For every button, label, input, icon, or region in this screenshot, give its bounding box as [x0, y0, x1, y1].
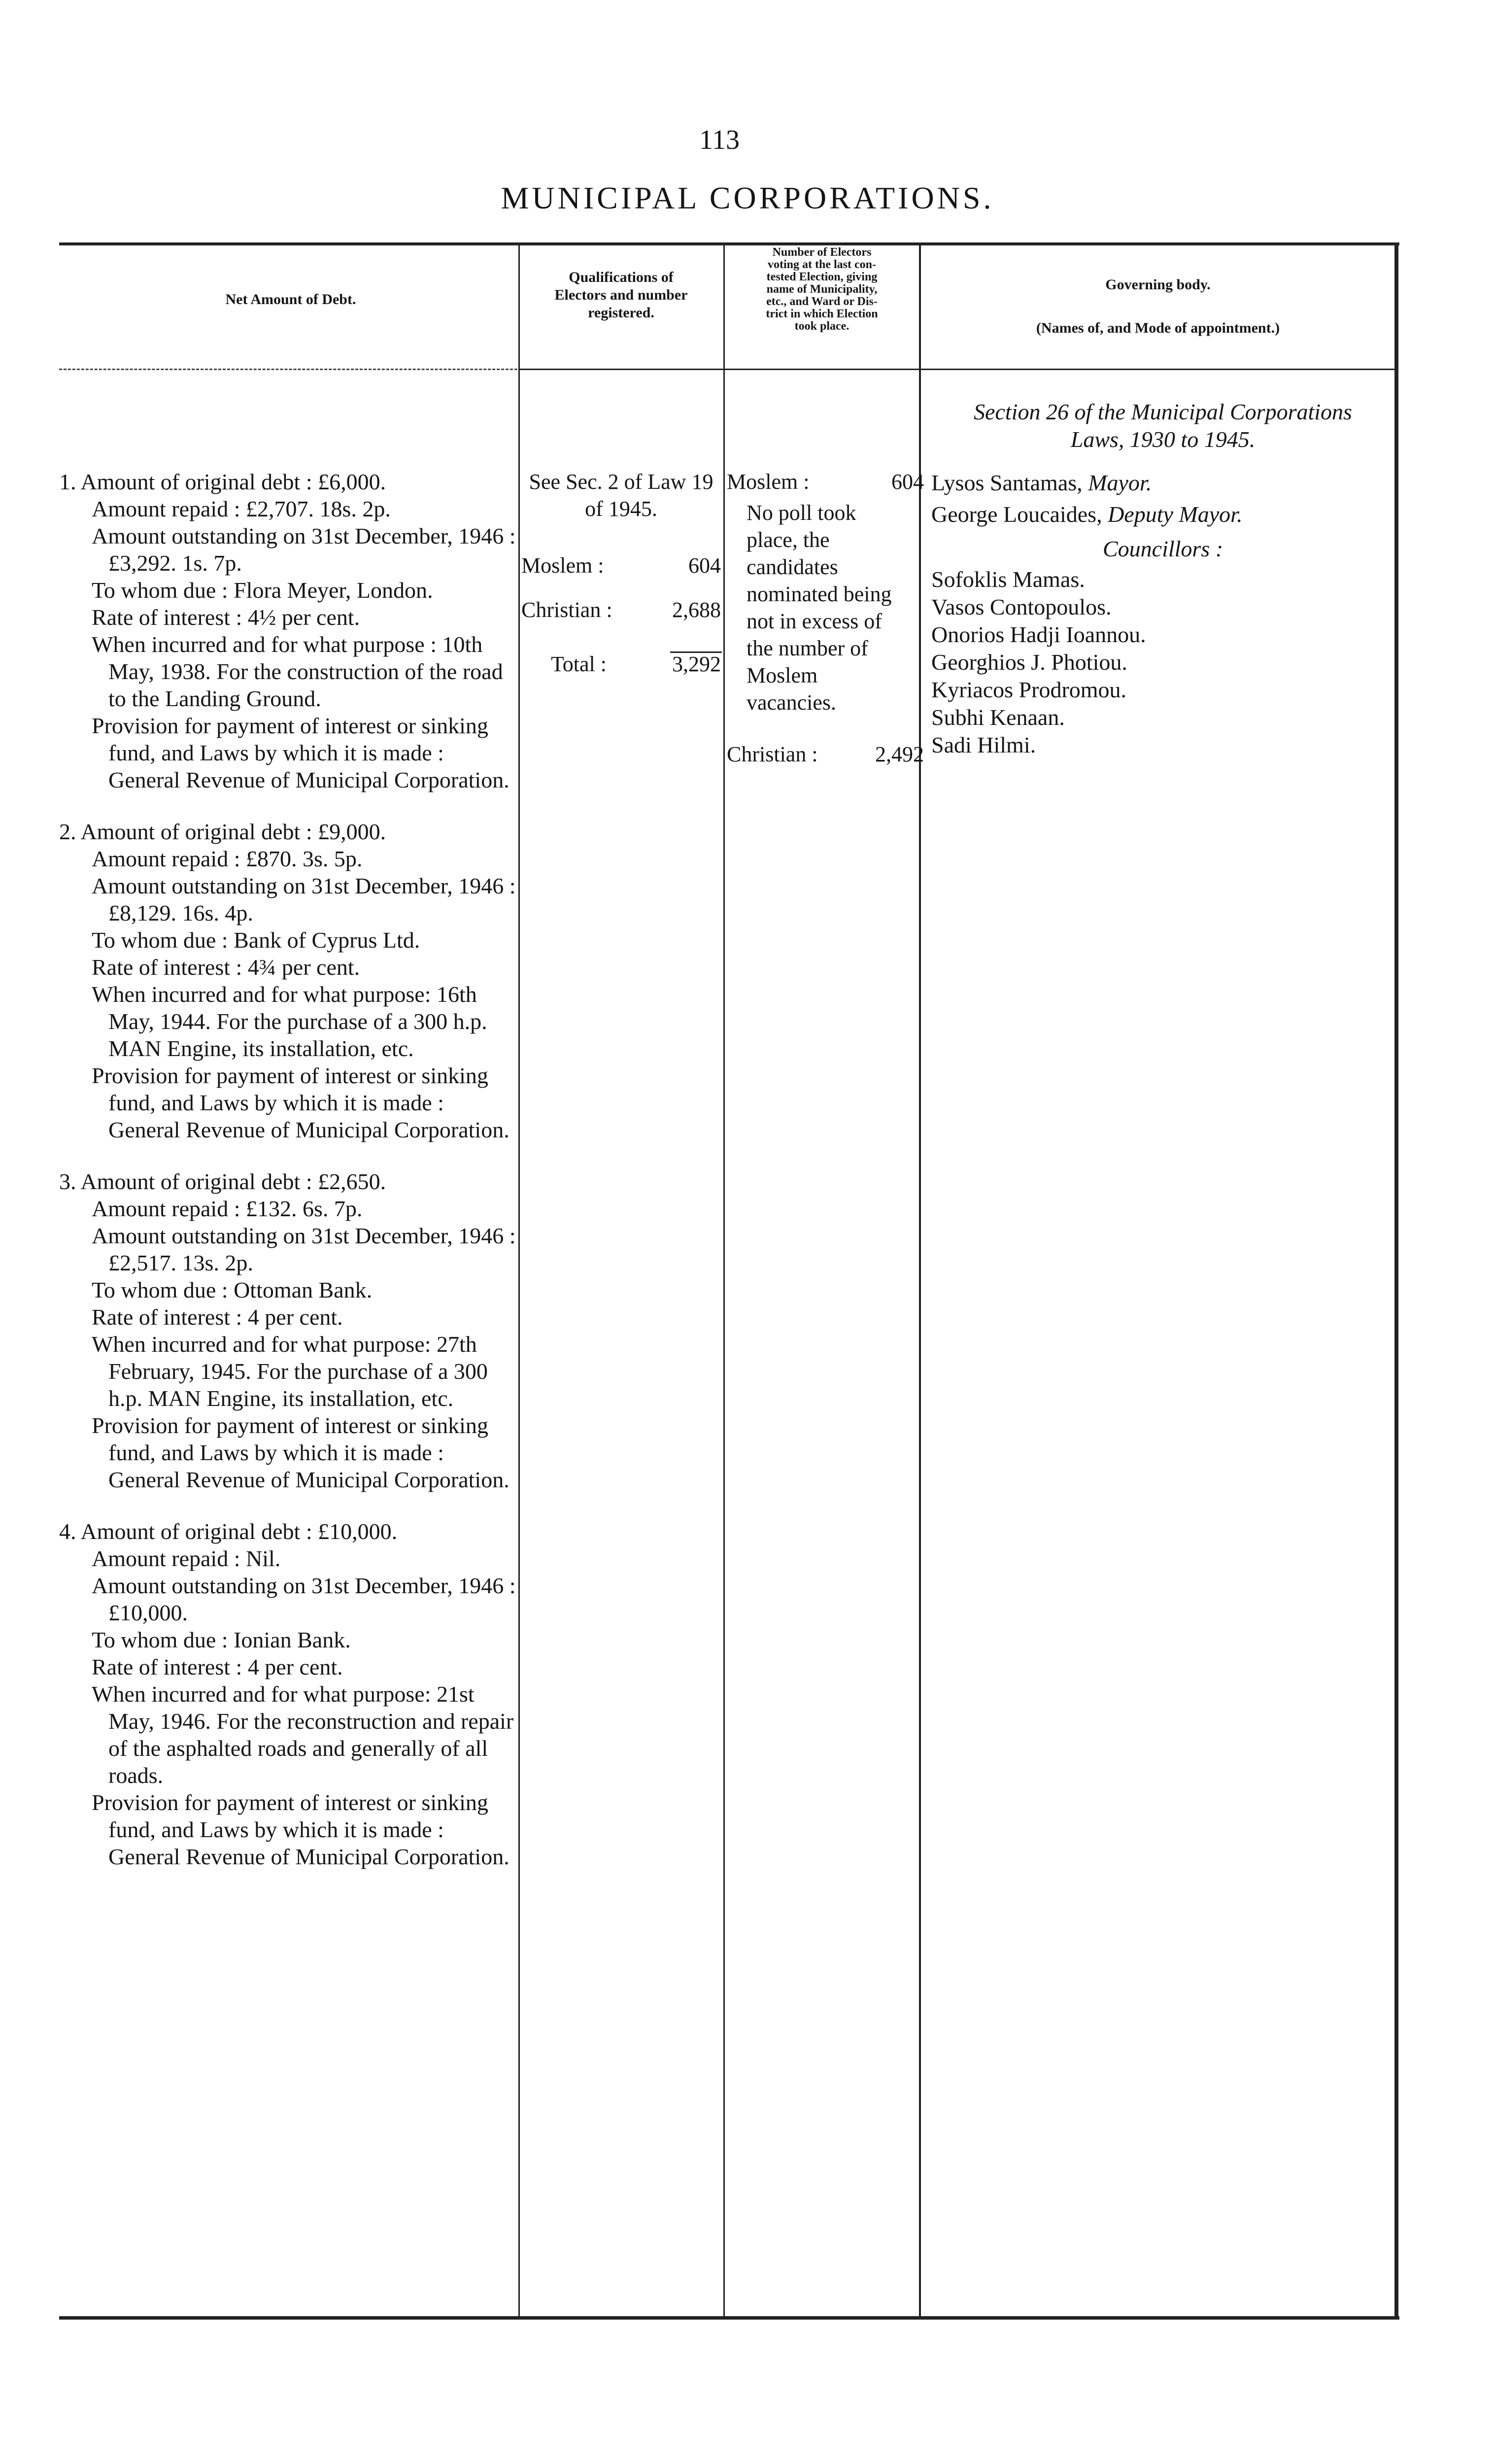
loan-original: 1. Amount of original debt : £6,000.	[59, 469, 386, 494]
loan-repaid: Amount repaid : Nil.	[92, 1546, 281, 1571]
table-top-rule	[59, 242, 1399, 245]
header-rule	[518, 369, 1397, 370]
electors-note: No poll took place, the candidates nominated being not in excess of the number of Moslem vacancies.	[747, 501, 892, 715]
column-rule-debt	[518, 244, 520, 2319]
electors-christian-row	[727, 741, 924, 768]
header-electors-line: name of Municipality,	[766, 283, 878, 296]
loan-rate: Rate of interest : 4 per cent.	[92, 1654, 343, 1679]
governing-section-line-2: Laws, 1930 to 1945.	[1070, 427, 1256, 452]
qualifications-moslem-row	[521, 552, 721, 579]
qualifications-law: See Sec. 2 of Law 19 of 1945.	[529, 470, 714, 521]
loan-provision: Provision for payment of interest or sinking fund, and Laws by which it is made : General Revenue of Municipal Corporation.	[92, 713, 510, 792]
loan-whom: To whom due : Ottoman Bank.	[92, 1277, 373, 1302]
electors-christian-label: Christian :	[727, 742, 818, 766]
loan-entry-4	[59, 1518, 517, 1870]
table-right-rule	[1394, 244, 1398, 2319]
qualifications-christian-row	[521, 596, 721, 623]
councillor-name: Sadi Hilmi.	[931, 732, 1036, 757]
loan-entry-3	[59, 1168, 517, 1493]
loan-original: 4. Amount of original debt : £10,000.	[59, 1519, 398, 1544]
loan-repaid: Amount repaid : £132. 6s. 7p.	[92, 1196, 363, 1221]
header-qualifications	[521, 269, 721, 322]
mayor-name: Lysos Santamas,	[931, 470, 1083, 495]
councillor-name: Vasos Contopoulos.	[931, 594, 1112, 619]
councillor-name: Kyriacos Prodromou.	[931, 677, 1127, 702]
loan-provision: Provision for payment of interest or sinking fund, and Laws by which it is made : General Revenue of Municipal Corporation.	[92, 1063, 510, 1142]
header-qualifications-line: Electors and number	[554, 287, 688, 303]
header-qualifications-line: Qualifications of	[569, 269, 674, 285]
loan-whom: To whom due : Bank of Cyprus Ltd.	[92, 927, 420, 953]
deputy-role: Deputy Mayor.	[1108, 502, 1243, 527]
governing-mayor	[931, 469, 1394, 497]
loan-original: 3. Amount of original debt : £2,650.	[59, 1169, 386, 1194]
header-electors-line: tested Election, giving	[766, 271, 878, 283]
councillors-label: Councillors :	[1102, 536, 1223, 561]
page-title: MUNICIPAL CORPORATIONS.	[501, 180, 994, 215]
header-debt: Net Amount of Debt.	[225, 291, 356, 308]
header-electors	[725, 246, 918, 333]
header-electors-line: voting at the last con-	[768, 258, 876, 271]
loan-entry-1	[59, 468, 517, 793]
councillor-name: Sofoklis Mamas.	[931, 567, 1085, 592]
loan-when: When incurred and for what purpose: 27th February, 1945. For the purchase of a 300 h.p. MAN Engine, its installation, etc.	[92, 1332, 488, 1411]
loan-rate: Rate of interest : 4¾ per cent.	[92, 955, 360, 980]
electors-moslem-label: Moslem :	[727, 470, 810, 494]
table-bottom-rule	[59, 2316, 1399, 2320]
qualifications-total-value: 3,292	[672, 652, 721, 676]
header-rule-dashed	[59, 369, 517, 370]
loan-when: When incurred and for what purpose: 16th May, 1944. For the purchase of a 300 h.p. MAN Engine, its installation, etc.	[92, 982, 487, 1061]
qualifications-christian-label: Christian :	[521, 598, 612, 622]
loan-repaid: Amount repaid : £870. 3s. 5p.	[92, 846, 363, 871]
loan-rate: Rate of interest : 4½ per cent.	[92, 605, 360, 630]
loan-provision: Provision for payment of interest or sinking fund, and Laws by which it is made : General Revenue of Municipal Corporation.	[92, 1790, 510, 1869]
loan-outstanding: Amount outstanding on 31st December, 1946 : £2,517. 13s. 2p.	[92, 1223, 516, 1275]
qualifications-column	[521, 468, 721, 678]
qualifications-moslem-label: Moslem :	[521, 553, 604, 578]
electors-moslem-value: 604	[891, 470, 924, 494]
loan-whom: To whom due : Ionian Bank.	[92, 1627, 351, 1652]
electors-column	[727, 468, 924, 768]
loan-rate: Rate of interest : 4 per cent.	[92, 1304, 343, 1330]
header-governing-title: Governing body.	[1105, 276, 1211, 293]
loan-provision: Provision for payment of interest or sinking fund, and Laws by which it is made : General Revenue of Municipal Corporation.	[92, 1413, 510, 1492]
councillor-name: Georghios J. Photiou.	[931, 650, 1127, 675]
electors-christian-value: 2,492	[875, 742, 924, 766]
governing-section-line-1: Section 26 of the Municipal Corporations	[974, 399, 1352, 424]
header-electors-line: Number of Electors	[772, 246, 872, 259]
header-electors-line: took place.	[794, 320, 849, 333]
debt-column	[59, 468, 517, 1895]
electors-moslem-row	[727, 468, 924, 495]
loan-whom: To whom due : Flora Meyer, London.	[92, 578, 433, 603]
header-qualifications-line: registered.	[588, 305, 654, 321]
loan-when: When incurred and for what purpose : 10th May, 1938. For the construction of the road to the Landing Ground.	[92, 632, 503, 711]
deputy-name: George Loucaides,	[931, 502, 1102, 527]
qualifications-total-row	[521, 650, 721, 678]
loan-when: When incurred and for what purpose: 21st May, 1946. For the reconstruction and repair of the asphalted roads and generally of all roads.	[92, 1681, 514, 1788]
governing-column	[931, 398, 1394, 759]
qualifications-moslem-value: 604	[688, 553, 721, 578]
loan-original: 2. Amount of original debt : £9,000.	[59, 819, 386, 844]
loan-repaid: Amount repaid : £2,707. 18s. 2p.	[92, 496, 391, 521]
qualifications-total-label: Total :	[551, 652, 607, 676]
header-electors-line: trict in which Election	[766, 308, 878, 320]
header-governing-sub: (Names of, and Mode of appointment.)	[1036, 320, 1280, 336]
header-electors-line: etc., and Ward or Dis-	[766, 295, 878, 308]
page-number: 113	[699, 125, 740, 155]
qualifications-christian-value: 2,688	[672, 598, 721, 622]
councillor-list	[931, 566, 1394, 759]
loan-outstanding: Amount outstanding on 31st December, 1946 : £3,292. 1s. 7p.	[92, 523, 516, 576]
loan-outstanding: Amount outstanding on 31st December, 1946 : £10,000.	[92, 1573, 516, 1625]
loan-entry-2	[59, 818, 517, 1143]
mayor-role: Mayor.	[1088, 470, 1152, 495]
governing-deputy	[931, 501, 1394, 528]
column-rule-qualifications	[723, 244, 725, 2319]
councillor-name: Subhi Kenaan.	[931, 705, 1065, 730]
loan-outstanding: Amount outstanding on 31st December, 1946 : £8,129. 16s. 4p.	[92, 873, 516, 925]
councillor-name: Onorios Hadji Ioannou.	[931, 622, 1146, 647]
